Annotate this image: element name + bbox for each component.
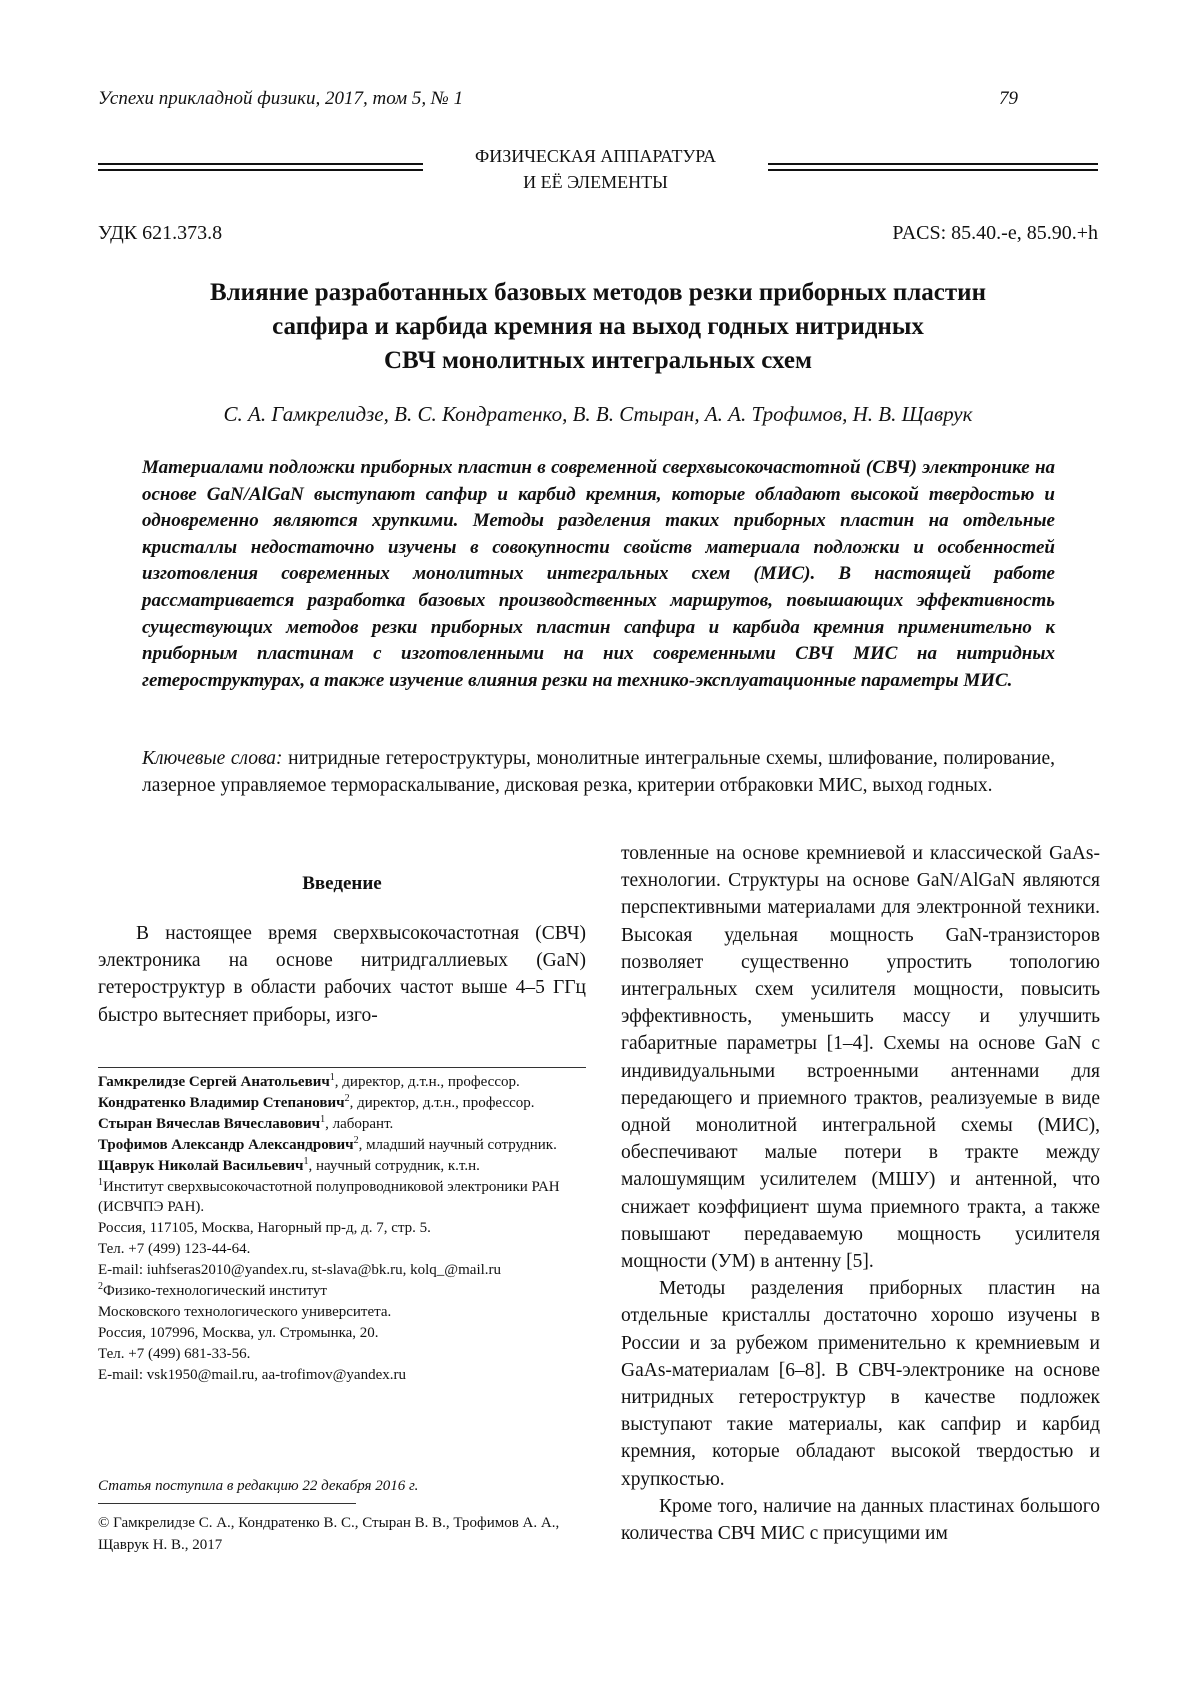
affiliation-mark: 1 bbox=[98, 1176, 103, 1188]
udc-code: УДК 621.373.8 bbox=[98, 222, 223, 244]
author-role: , директор, д.т.н., профессор. bbox=[349, 1094, 535, 1111]
affiliation-mark: 2 bbox=[98, 1281, 103, 1293]
author-footnote-3 bbox=[98, 1114, 586, 1135]
footnote-separator bbox=[98, 1067, 586, 1068]
keywords-text: нитридные гетероструктуры, монолитные интегральные схемы, шлифование, полирование, лазерное управляемое термораскалывание, дисковая резка, критерии отбраковки МИС, выход годных. bbox=[142, 748, 1056, 796]
institution-2-email: E-mail: vsk1950@mail.ru, aa-trofimov@yandex.ru bbox=[98, 1366, 406, 1383]
intro-paragraph-3: Кроме того, наличие на данных пластинах большого количества СВЧ МИС с присущими им bbox=[621, 1495, 1100, 1545]
intro-paragraph-continued: товленные на основе кремниевой и классической GaAs-технологии. Структуры на основе GaN/AlGaN являются перспективными материалами для электронной техники. Высокая удельная мощность GaN-транзисторов позволяет существенно упростить топологию интегральных схем усилителя мощности, повысить эффективность, уменьшить массу и улучшить габаритные параметры [1–4]. Схемы на основе GaN с индивидуальными встроенными антеннами для передающего и приемного трактов, реализуемые в виде одной монолитной интегральной схемы (МИС), обеспечивают малые потери в тракте между малошумящим усилителем (МШУ) и антенной, что снижает коэффициент шума приемного тракта, а также повышают передаваемую мощность усилителя мощности (УМ) в антенну [5]. bbox=[621, 843, 1100, 1273]
institution-name: Институт сверхвысокочастотной полупроводниковой электроники РАН (ИСВЧПЭ РАН). bbox=[98, 1178, 560, 1216]
author-list: С. А. Гамкрелидзе, В. С. Кондратенко, В. В. Стыран, А. А. Трофимов, Н. В. Щаврук bbox=[223, 402, 973, 426]
page-number: 79 bbox=[999, 88, 1018, 109]
copyright-notice: © Гамкрелидзе С. А., Кондратенко В. С., Стыран В. В., Трофимов А. А., Щаврук Н. В., 2017 bbox=[98, 1515, 560, 1553]
right-column bbox=[621, 840, 1100, 1547]
author-role: , научный сотрудник, к.т.н. bbox=[308, 1157, 480, 1174]
intro-heading: Введение bbox=[302, 873, 382, 894]
section-rule-left bbox=[98, 163, 423, 171]
affiliation-mark: 1 bbox=[329, 1072, 335, 1083]
keywords bbox=[142, 745, 1055, 799]
article-title bbox=[98, 276, 1098, 378]
institution-2-address: Россия, 107996, Москва, ул. Стромынка, 20. bbox=[98, 1324, 379, 1341]
journal-running-head: Успехи прикладной физики, 2017, том 5, № 1 bbox=[98, 88, 464, 109]
institution-2-name bbox=[98, 1281, 586, 1302]
author-name: Гамкрелидзе Сергей Анатольевич bbox=[98, 1074, 330, 1090]
author-name: Кондратенко Владимир Степанович bbox=[98, 1094, 345, 1111]
author-footnote-5 bbox=[98, 1156, 586, 1177]
institution-1-phone: Тел. +7 (499) 123-44-64. bbox=[98, 1241, 251, 1258]
intro-paragraph-left: В настоящее время сверхвысокочастотная (СВЧ) электроника на основе нитридгаллиевых (GaN) гетероструктур в области рабочих частот выше 4–5 ГГц быстро вытесняет приборы, изго- bbox=[98, 923, 586, 1026]
author-name: Стыран Вячеслав Вячеславович bbox=[98, 1115, 321, 1132]
affiliation-mark: 1 bbox=[320, 1113, 326, 1125]
intro-paragraph-2: Методы разделения приборных пластин на отдельные кристаллы достаточно хорошо изучены в России и за рубежом применительно к кремниевым и GaAs-материалам [6–8]. В СВЧ-электронике на основе нитридных гетероструктур в качестве подложек выступают такие материалы, как сапфир и карбид кремния, которые обладают высокой твердостью и хрупкостью. bbox=[621, 1278, 1100, 1490]
title-line3: СВЧ монолитных интегральных схем bbox=[383, 347, 813, 374]
institution-1-email: E-mail: iuhfseras2010@yandex.ru, st-slava@bk.ru, kolq_@mail.ru bbox=[98, 1262, 502, 1279]
abstract: Материалами подложки приборных пластин в современной сверхвысокочастотной (СВЧ) электронике на основе GaN/AlGaN выступают сапфир и карбид кремния, которые обладают высокой твердостью и одновременно являются хрупкими. Методы разделения таких приборных пластин на отдельные кристаллы недостаточно изучены в совокупности свойств материала подложки и особенностей изготовления современных монолитных интегральных схем (МИС). В настоящей работе рассматривается разработка базовых производственных маршрутов, повышающих эффективность существующих методов резки приборных пластин сапфира и карбида кремния применительно к приборным пластинам с изготовленными на них современными СВЧ МИС на нитридных гетероструктурах, а также изучение влияния резки на технико-эксплуатационные параметры МИС. bbox=[142, 457, 1055, 691]
institution-1-name bbox=[98, 1177, 586, 1219]
author-affiliations bbox=[98, 1072, 586, 1386]
received-date: Статья поступила в редакцию 22 декабря 2016 г. bbox=[98, 1478, 419, 1494]
author-name: Трофимов Александр Александрович bbox=[98, 1136, 354, 1153]
institution-1-address: Россия, 117105, Москва, Нагорный пр-д, д. 7, стр. 5. bbox=[98, 1220, 431, 1237]
institution-2-phone: Тел. +7 (499) 681-33-56. bbox=[98, 1345, 251, 1362]
institution-name: Физико-технологический институт bbox=[103, 1283, 327, 1300]
pacs-code: PACS: 85.40.-e, 85.90.+h bbox=[892, 222, 1098, 244]
title-line1: Влияние разработанных базовых методов резки приборных пластин bbox=[209, 279, 986, 306]
section-rule-right bbox=[768, 163, 1098, 171]
author-footnote-2 bbox=[98, 1093, 586, 1114]
copyright-separator bbox=[98, 1503, 356, 1504]
section-heading-line2: И ЕЁ ЭЛЕМЕНТЫ bbox=[523, 172, 668, 192]
affiliation-mark: 1 bbox=[303, 1155, 309, 1167]
author-footnote-4 bbox=[98, 1135, 586, 1156]
author-role: , директор, д.т.н., профессор. bbox=[334, 1074, 520, 1090]
author-name: Щаврук Николай Васильевич bbox=[98, 1157, 304, 1174]
author-role: , младший научный сотрудник. bbox=[358, 1136, 557, 1153]
section-heading bbox=[423, 143, 768, 195]
affiliation-mark: 2 bbox=[344, 1092, 350, 1104]
keywords-label: Ключевые слова: bbox=[142, 748, 283, 769]
section-heading-line1: ФИЗИЧЕСКАЯ АППАРАТУРА bbox=[474, 146, 716, 166]
institution-2-name-cont: Московского технологического университета. bbox=[98, 1303, 392, 1320]
author-footnote-1 bbox=[98, 1072, 586, 1093]
affiliation-mark: 2 bbox=[353, 1134, 359, 1146]
author-role: , лаборант. bbox=[325, 1115, 394, 1132]
title-line2: сапфира и карбида кремния на выход годных нитридных bbox=[272, 313, 924, 340]
